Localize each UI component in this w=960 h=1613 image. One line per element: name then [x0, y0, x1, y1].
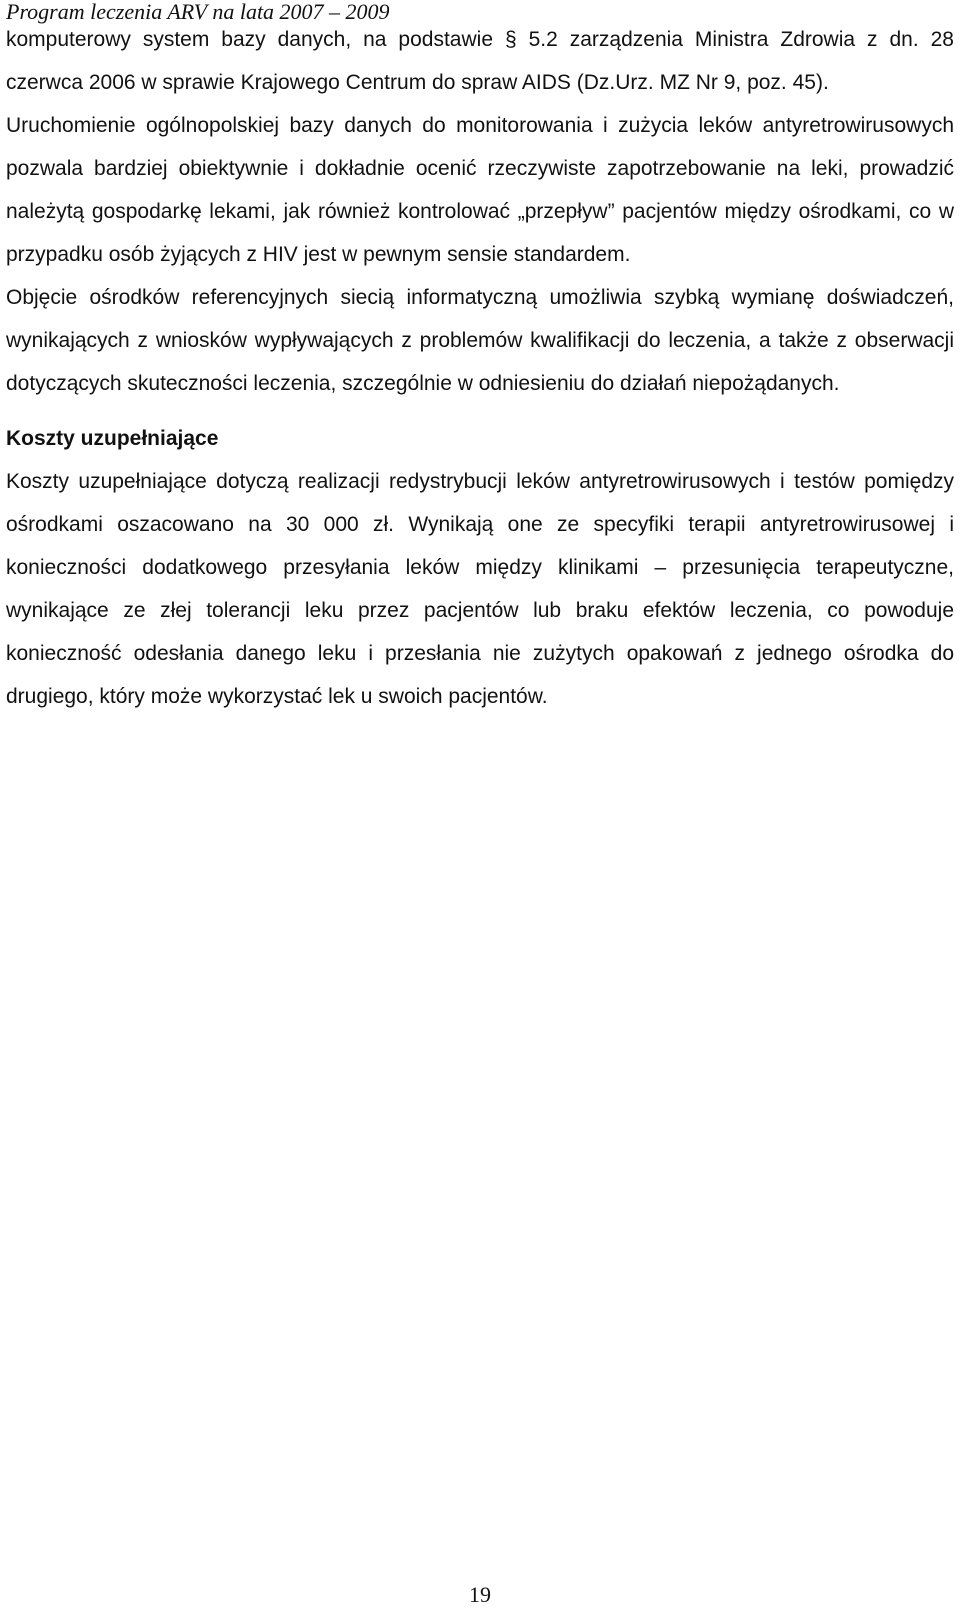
paragraph-national-database: Uruchomienie ogólnopolskiej bazy danych do monitorowania i zużycia leków antyretrowirusowych pozwala bardziej obiektywnie i dokładnie ocenić rzeczywiste zapotrzebowanie na leki, prowadzić należytą gospodarkę lekami, jak również kontrolować „przepływ” pacjentów między ośrodkami, co w przypadku osób żyjących z HIV jest w pewnym sensie standardem. [6, 114, 954, 266]
section-heading: Koszty uzupełniające [6, 427, 219, 450]
paragraph-supplementary-costs: Koszty uzupełniające dotyczą realizacji redystrybucji leków antyretrowirusowych i testów pomiędzy ośrodkami oszacowano na 30 000 zł. Wynikają one ze specyfiki terapii antyretrowirusowej i konieczności dodatkowego przesyłania leków między klinikami – przesunięcia terapeutyczne, wynikające ze złej tolerancji leku przez pacjentów lub braku efektów leczenia, co powoduje konieczność odesłania danego leku i przesłania nie zużytych opakowań z jednego ośrodka do drugiego, który może wykorzystać lek u swoich pacjentów. [6, 470, 954, 708]
document-body [6, 18, 954, 718]
running-header: Program leczenia ARV na lata 2007 – 2009 [6, 0, 390, 24]
paragraph-reference-centers: Objęcie ośrodków referencyjnych siecią informatyczną umożliwia szybką wymianę doświadczeń, wynikających z wniosków wypływających z problemów kwalifikacji do leczenia, a także z obserwacji dotyczących skuteczności leczenia, szczególnie w odniesieniu do działań niepożądanych. [6, 286, 954, 395]
page-number: 19 [469, 1582, 491, 1607]
paragraph-legal-basis: komputerowy system bazy danych, na podstawie § 5.2 zarządzenia Ministra Zdrowia z dn. 28 czerwca 2006 w sprawie Krajowego Centrum do spraw AIDS (Dz.Urz. MZ Nr 9, poz. 45). [6, 28, 954, 94]
